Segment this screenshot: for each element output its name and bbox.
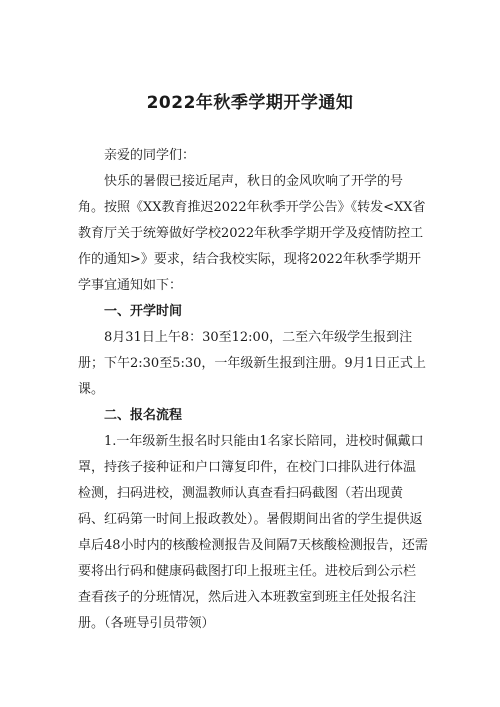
salutation: 亲爱的同学们：	[104, 148, 196, 163]
section-body-start-time: 8月31日上午8：30至12:00，二至六年级学生报到注册；下午2:30至5:30，一年级新生报到注册。9月1日正式上课。	[78, 330, 426, 397]
document-body	[78, 143, 428, 637]
section-heading-registration: 二、报名流程	[104, 408, 183, 423]
section-body-registration: 1.一年级新生报名时只能由1名家长陪同，进校时佩戴口罩，持孩子接种证和户口簿复印件，在校门口排队进行体温检测，扫码进校，测温教师认真查看扫码截图（若出现黄码、红码第一时间上报政教处）。暑假期间出省的学生提供返卓后48小时内的核酸检测报告及间隔7天核酸检测报告，还需要将出行码和健康码截图打印上报班主任。进校后到公示栏查看孩子的分班情况，然后进入本班教室到班主任处报名注册。（各班导引员带领）	[78, 434, 428, 631]
intro-paragraph: 快乐的暑假已接近尾声，秋日的金风吹响了开学的号角。按照《XX教育推迟2022年秋季开学公告》《转发<XX省教育厅关于统筹做好学校2022年秋季学期开学及疫情防控工作的通知>》要求，结合我校实际，现将2022年秋季学期开学事宜通知如下：	[78, 174, 426, 293]
section-heading-start-time: 一、开学时间	[104, 304, 183, 319]
document-title: 2022年秋季学期开学通知	[146, 93, 354, 113]
